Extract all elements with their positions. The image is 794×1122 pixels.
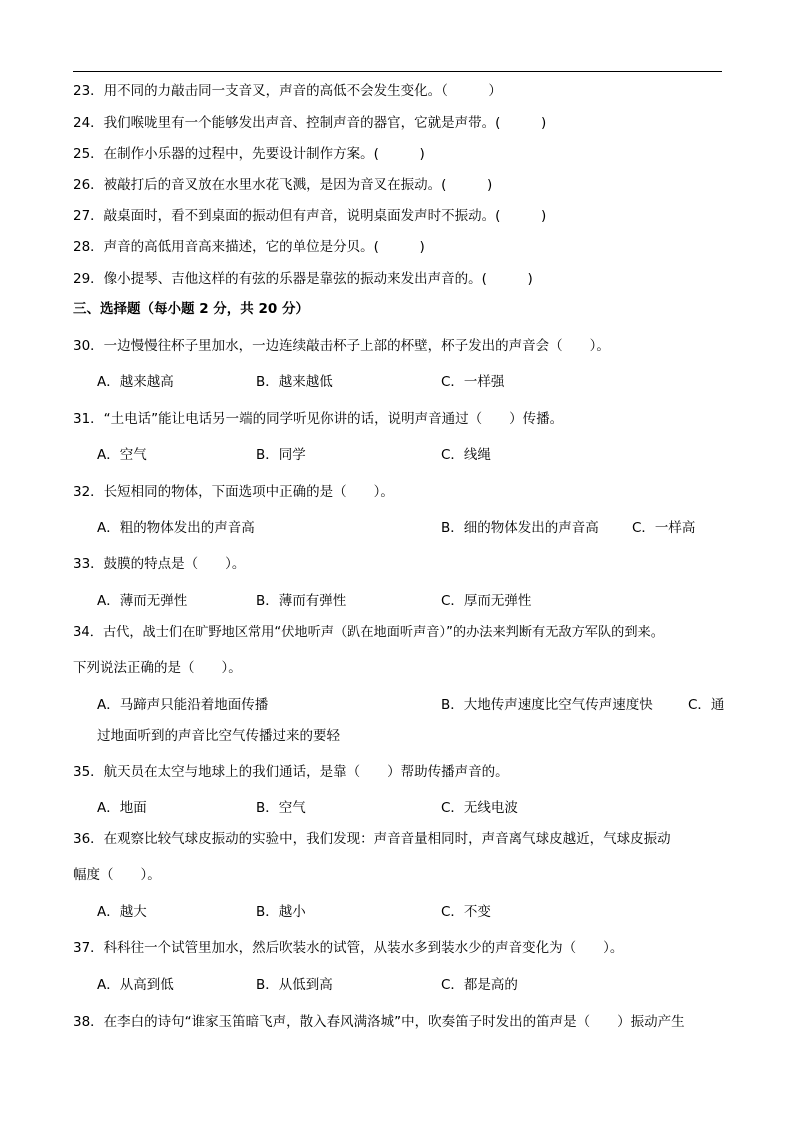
question-36-stem-line1: 36．在观察比较气球皮振动的实验中，我们发现：声音音量相同时，声音离气球皮越近，气球皮振动 (73, 831, 671, 847)
question-32-option-b: B．细的物体发出的声音高 (441, 520, 599, 536)
judgement-item-28: 28．声音的高低用音高来描述，它的单位是分贝。( ) (73, 239, 425, 255)
judgement-item-25: 25．在制作小乐器的过程中，先要设计制作方案。( ) (73, 146, 425, 162)
question-37-option-a: A．从高到低 (97, 977, 174, 993)
question-31-option-a: A．空气 (97, 447, 147, 463)
judgement-item-24: 24．我们喉咙里有一个能够发出声音、控制声音的器官，它就是声带。( ) (73, 115, 547, 131)
question-34-option-a: A．马蹄声只能沿着地面传播 (97, 697, 269, 713)
question-31-option-c: C．线绳 (441, 447, 491, 463)
question-30-option-c: C．一样强 (441, 374, 505, 390)
judgement-item-23: 23．用不同的力敲击同一支音叉，声音的高低不会发生变化。（ ） (73, 83, 502, 99)
question-36-option-b: B．越小 (256, 904, 306, 920)
header-rule (73, 71, 722, 72)
question-35-stem: 35．航天员在太空与地球上的我们通话，是靠（ ）帮助传播声音的。 (73, 764, 509, 780)
judgement-item-27: 27．敲桌面时，看不到桌面的振动但有声音，说明桌面发声时不振动。( ) (73, 208, 547, 224)
question-30-stem: 30．一边慢慢往杯子里加水，一边连续敲击杯子上部的杯壁，杯子发出的声音会（ ）。 (73, 338, 610, 354)
section-heading: 三、选择题（每小题 2 分，共 20 分） (73, 301, 309, 317)
question-37-stem: 37．科科往一个试管里加水，然后吹装水的试管，从装水多到装水少的声音变化为（ ）。 (73, 940, 624, 956)
question-34-option-c-start: C．通 (688, 697, 725, 713)
question-31-stem: 31．“土电话”能让电话另一端的同学听见你讲的话，说明声音通过（ ）传播。 (73, 411, 564, 427)
question-33-option-c: C．厚而无弹性 (441, 593, 532, 609)
question-33-stem: 33．鼓膜的特点是（ ）。 (73, 556, 246, 572)
question-34-stem-line2: 下列说法正确的是（ ）。 (73, 660, 242, 676)
question-38-stem: 38．在李白的诗句“谁家玉笛暗飞声，散入春风满洛城”中，吹奏笛子时发出的笛声是（ ）振动产生 (73, 1014, 685, 1030)
question-34-option-b: B．大地传声速度比空气传声速度快 (441, 697, 653, 713)
question-33-option-b: B．薄而有弹性 (256, 593, 347, 609)
question-37-option-c: C．都是高的 (441, 977, 518, 993)
question-34-stem-line1: 34．古代，战士们在旷野地区常用“伏地听声（趴在地面听声音）”的办法来判断有无敌方军队的到来。 (73, 625, 664, 640)
question-36-stem-line2: 幅度（ ）。 (73, 867, 161, 883)
question-34-option-c-rest: 过地面听到的声音比空气传播过来的要轻 (97, 728, 340, 744)
question-32-stem: 32．长短相同的物体，下面选项中正确的是（ ）。 (73, 484, 394, 500)
question-30-option-b: B．越来越低 (256, 374, 333, 390)
question-35-option-c: C．无线电波 (441, 800, 518, 816)
question-33-option-a: A．薄而无弹性 (97, 593, 188, 609)
question-35-option-b: B．空气 (256, 800, 306, 816)
question-30-option-a: A．越来越高 (97, 374, 174, 390)
judgement-item-29: 29．像小提琴、吉他这样的有弦的乐器是靠弦的振动来发出声音的。( ) (73, 271, 533, 287)
question-31-option-b: B．同学 (256, 447, 306, 463)
question-37-option-b: B．从低到高 (256, 977, 333, 993)
judgement-item-26: 26．被敲打后的音叉放在水里水花飞溅，是因为音叉在振动。( ) (73, 177, 493, 193)
question-32-option-a: A．粗的物体发出的声音高 (97, 520, 255, 536)
question-36-option-a: A．越大 (97, 904, 147, 920)
question-36-option-c: C．不变 (441, 904, 491, 920)
question-35-option-a: A．地面 (97, 800, 147, 816)
question-32-option-c: C．一样高 (632, 520, 696, 536)
